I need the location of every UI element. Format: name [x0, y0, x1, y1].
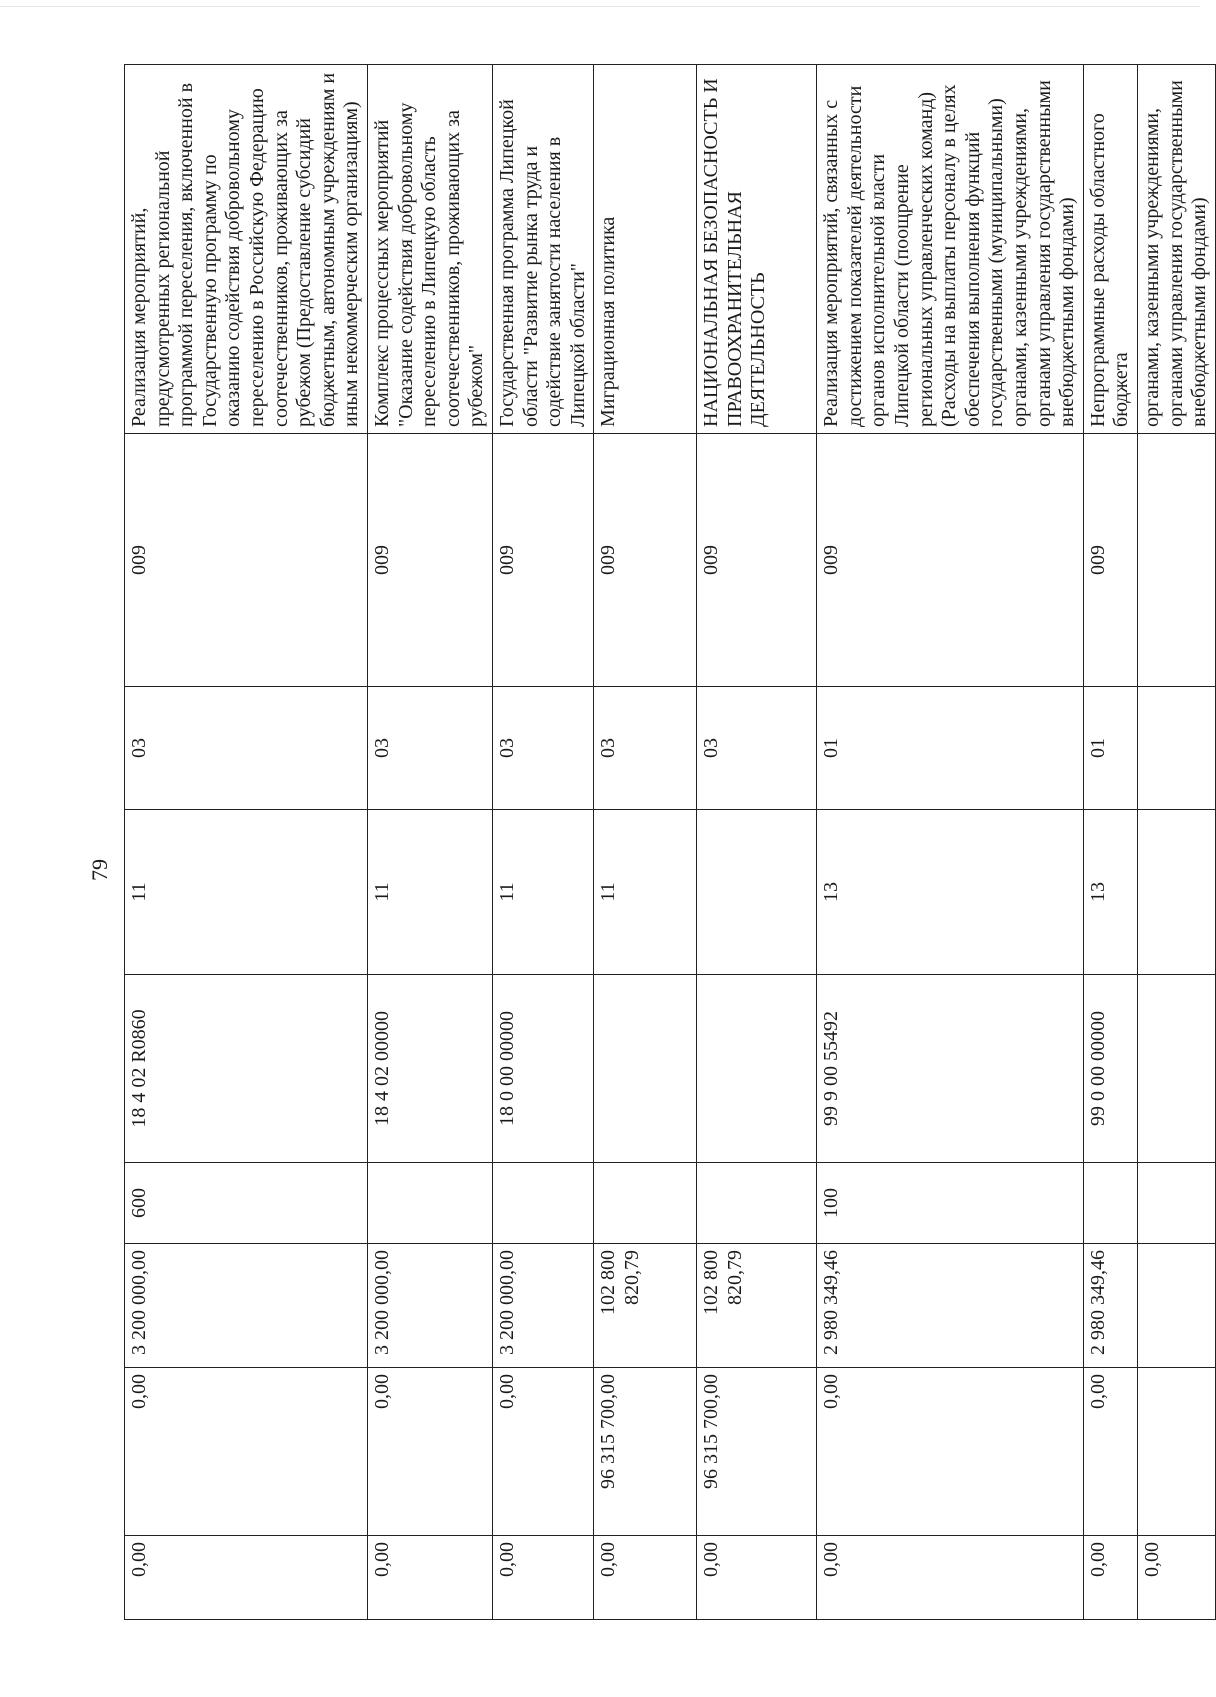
csr-cell: 18 4 02 00000 — [367, 975, 492, 1163]
csr-cell: 99 9 00 55492 — [817, 975, 1084, 1163]
sum2-cell: 0,00 — [125, 1368, 368, 1536]
budget-table — [124, 64, 1216, 1620]
rz-cell: 01 — [1083, 687, 1137, 810]
sum3-cell: 0,00 — [697, 1536, 817, 1620]
sum1-cell: 3 200 000,00 — [492, 1244, 593, 1368]
rz-cell: 03 — [594, 687, 697, 810]
sum3-cell: 0,00 — [367, 1536, 492, 1620]
sum2-cell: 0,00 — [367, 1368, 492, 1536]
scan-edge-line — [0, 6, 1200, 7]
description-cell: Государственная программа Липецкой области "Развитие рынка труда и содействие занятости населения в Липецкой области" — [492, 65, 593, 434]
pr-cell: 13 — [1083, 810, 1137, 975]
sum3-cell: 0,00 — [594, 1536, 697, 1620]
table-row — [1083, 65, 1137, 1620]
table-row — [1138, 65, 1216, 1620]
table-row — [492, 65, 593, 1620]
rz-cell — [1138, 687, 1216, 810]
vr-cell — [367, 1163, 492, 1244]
vr-cell — [1083, 1163, 1137, 1244]
sum2-cell: 0,00 — [817, 1368, 1084, 1536]
description-cell: Комплекс процессных мероприятий "Оказание содействия добровольному переселению в Липецкую область соотечественников, проживающих за рубежом" — [367, 65, 492, 434]
vr-cell: 600 — [125, 1163, 368, 1244]
csr-cell: 99 0 00 00000 — [1083, 975, 1137, 1163]
description-cell: НАЦИОНАЛЬНАЯ БЕЗОПАСНОСТЬ И ПРАВООХРАНИТЕЛЬНАЯ ДЕЯТЕЛЬНОСТЬ — [697, 65, 817, 434]
sum2-cell: 0,00 — [492, 1368, 593, 1536]
sum3-cell: 0,00 — [1138, 1536, 1216, 1620]
sum1-cell: 102 800 820,79 — [697, 1244, 817, 1368]
pr-cell: 11 — [492, 810, 593, 975]
sum3-cell: 0,00 — [492, 1536, 593, 1620]
table-row — [697, 65, 817, 1620]
pr-cell: 11 — [125, 810, 368, 975]
budget-table-rotated — [124, 65, 1211, 1620]
rz-cell: 03 — [492, 687, 593, 810]
vr-cell — [1138, 1163, 1216, 1244]
table-body — [125, 65, 1216, 1620]
ved-cell: 009 — [492, 434, 593, 687]
sum2-cell: 96 315 700,00 — [697, 1368, 817, 1536]
ved-cell: 009 — [125, 434, 368, 687]
sum1-cell — [1138, 1244, 1216, 1368]
csr-cell — [1138, 975, 1216, 1163]
ved-cell: 009 — [367, 434, 492, 687]
description-cell: Реализация мероприятий, предусмотренных региональной программой переселения, включенной в Государственную программу по оказанию содействия добровольному переселению в Российскую Федерацию соотечественников, проживающих за рубежом (Предоставление субсидий бюджетным, автономным учреждениям и иным некоммерческим организациям) — [125, 65, 368, 434]
csr-cell — [594, 975, 697, 1163]
description-cell: Миграционная политика — [594, 65, 697, 434]
ved-cell: 009 — [1083, 434, 1137, 687]
table-row — [594, 65, 697, 1620]
pr-cell — [697, 810, 817, 975]
page-number: 79 — [87, 859, 112, 881]
sum2-cell — [1138, 1368, 1216, 1536]
sum1-cell: 3 200 000,00 — [125, 1244, 368, 1368]
sum2-cell: 96 315 700,00 — [594, 1368, 697, 1536]
pr-cell: 11 — [594, 810, 697, 975]
sum1-cell: 102 800 820,79 — [594, 1244, 697, 1368]
sum1-cell: 2 980 349,46 — [817, 1244, 1084, 1368]
sum2-cell: 0,00 — [1083, 1368, 1137, 1536]
sum3-cell: 0,00 — [125, 1536, 368, 1620]
ved-cell: 009 — [817, 434, 1084, 687]
description-cell: Непрограммные расходы областного бюджета — [1083, 65, 1137, 434]
csr-cell: 18 0 00 00000 — [492, 975, 593, 1163]
vr-cell — [492, 1163, 593, 1244]
description-cell: Реализация мероприятий, связанных с достижением показателей деятельности органов исполнительной власти Липецкой области (поощрение региональных управленческих команд) (Расходы на выплаты персоналу в целях обеспечения выполнения функций государственными (муниципальными) органами, казенными учреждениями, органами управления государственными внебюджетными фондами) — [817, 65, 1084, 434]
vr-cell — [697, 1163, 817, 1244]
sum1-cell: 2 980 349,46 — [1083, 1244, 1137, 1368]
table-row — [817, 65, 1084, 1620]
description-cell: органами, казенными учреждениями, органами управления государственными внебюджетными фондами) — [1138, 65, 1216, 434]
pr-cell — [1138, 810, 1216, 975]
ved-cell: 009 — [697, 434, 817, 687]
pr-cell: 13 — [817, 810, 1084, 975]
sum3-cell: 0,00 — [1083, 1536, 1137, 1620]
rz-cell: 01 — [817, 687, 1084, 810]
sum1-cell: 3 200 000,00 — [367, 1244, 492, 1368]
rz-cell: 03 — [697, 687, 817, 810]
ved-cell: 009 — [594, 434, 697, 687]
pr-cell: 11 — [367, 810, 492, 975]
csr-cell — [697, 975, 817, 1163]
table-row — [367, 65, 492, 1620]
sum3-cell: 0,00 — [817, 1536, 1084, 1620]
rz-cell: 03 — [125, 687, 368, 810]
rz-cell: 03 — [367, 687, 492, 810]
ved-cell — [1138, 434, 1216, 687]
vr-cell: 100 — [817, 1163, 1084, 1244]
table-row — [125, 65, 368, 1620]
vr-cell — [594, 1163, 697, 1244]
csr-cell: 18 4 02 R0860 — [125, 975, 368, 1163]
